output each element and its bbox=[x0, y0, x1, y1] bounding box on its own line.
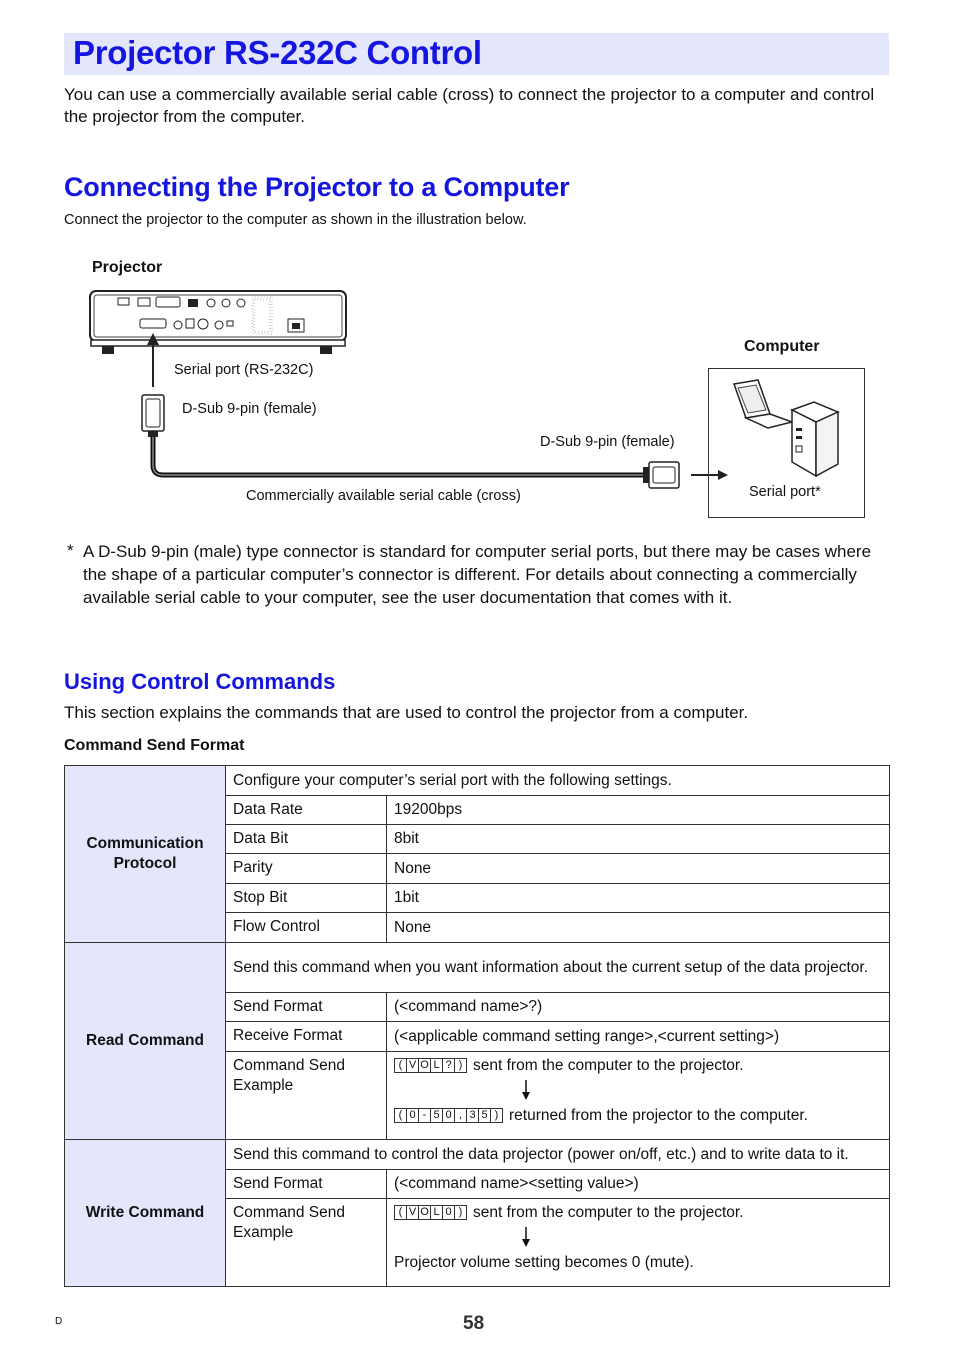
table-cell-key: Receive Format bbox=[226, 1022, 387, 1052]
table-cell-value: (<command name>?) bbox=[387, 993, 890, 1022]
read-example-line1: sent from the computer to the projector. bbox=[473, 1057, 744, 1074]
table-cell-value: 1bit bbox=[387, 884, 890, 913]
table-cell-value: (<applicable command setting range>,<current setting>) bbox=[387, 1022, 890, 1052]
table-cell-key: Flow Control bbox=[226, 913, 387, 943]
comm-protocol-head: Communication Protocol bbox=[65, 766, 226, 943]
computer-serial-port-label: Serial port* bbox=[749, 484, 821, 500]
read-example-cell bbox=[387, 1052, 890, 1140]
table-cell-key: Command Send Example bbox=[226, 1199, 387, 1287]
comm-protocol-desc: Configure your computer’s serial port with the following settings. bbox=[226, 766, 890, 796]
section-intro-connecting: Connect the projector to the computer as shown in the illustration below. bbox=[64, 212, 527, 228]
section-intro-commands: This section explains the commands that are used to control the projector from a computer. bbox=[64, 703, 749, 722]
table-cell-value: None bbox=[387, 854, 890, 884]
table-cell-key: Parity bbox=[226, 854, 387, 884]
read-command-desc: Send this command when you want information about the current setup of the data projector. bbox=[226, 943, 890, 993]
read-example-line2: returned from the projector to the computer. bbox=[509, 1107, 808, 1124]
table-cell-value: None bbox=[387, 913, 890, 943]
write-command-desc: Send this command to control the data projector (power on/off, etc.) and to write data to it. bbox=[226, 1140, 890, 1170]
footer-letter: D bbox=[55, 1316, 63, 1327]
intro-text: You can use a commercially available serial cable (cross) to connect the projector to a computer and control the projector from the computer. bbox=[64, 85, 875, 126]
table-cell-key: Data Bit bbox=[226, 825, 387, 854]
title-bar bbox=[64, 33, 889, 75]
keys-read-send: ( V O L ? ) bbox=[394, 1058, 467, 1073]
keys-read-return: ( 0 - 5 0 , 3 5 ) bbox=[394, 1108, 503, 1123]
keys-write-send: ( V O L 0 ) bbox=[394, 1205, 467, 1220]
write-command-head: Write Command bbox=[65, 1140, 226, 1287]
table-cell-value: 8bit bbox=[387, 825, 890, 854]
write-example-cell bbox=[387, 1199, 890, 1287]
write-example-line1: sent from the computer to the projector. bbox=[473, 1204, 744, 1221]
computer-label: Computer bbox=[744, 338, 820, 355]
computer-icon bbox=[728, 376, 844, 478]
projector-label: Projector bbox=[92, 259, 163, 276]
footnote-text: A D-Sub 9-pin (male) type connector is standard for computer serial ports, but there may be cases where the shape of a particular computer’s connector is different. For details about connecting a commercially available serial cable to your computer, see the user documentation that comes with it. bbox=[83, 542, 872, 607]
serial-port-label: Serial port (RS-232C) bbox=[174, 362, 314, 378]
table-cell-key: Send Format bbox=[226, 1170, 387, 1199]
command-send-format-heading: Command Send Format bbox=[64, 737, 245, 754]
section-heading-commands: Using Control Commands bbox=[64, 669, 336, 694]
read-command-head: Read Command bbox=[65, 943, 226, 1140]
table-cell-key: Stop Bit bbox=[226, 884, 387, 913]
page-number: 58 bbox=[463, 1313, 485, 1334]
arrow-down-icon bbox=[520, 1227, 532, 1247]
table-cell-key: Send Format bbox=[226, 993, 387, 1022]
arrow-down-icon bbox=[520, 1080, 532, 1100]
footnote-mark: * bbox=[67, 541, 74, 560]
dsub-left-label: D-Sub 9-pin (female) bbox=[182, 401, 317, 417]
write-example-line2: Projector volume setting becomes 0 (mute). bbox=[394, 1254, 694, 1271]
table-cell-value: 19200bps bbox=[387, 796, 890, 825]
table-cell-key: Data Rate bbox=[226, 796, 387, 825]
serial-cable-diagram bbox=[128, 325, 738, 495]
dsub-right-label: D-Sub 9-pin (female) bbox=[540, 434, 675, 450]
cable-label: Commercially available serial cable (cross) bbox=[246, 488, 521, 504]
table-cell-key: Command Send Example bbox=[226, 1052, 387, 1140]
page-title: Projector RS-232C Control bbox=[73, 34, 482, 71]
command-format-table bbox=[64, 765, 890, 1287]
table-cell-value: (<command name><setting value>) bbox=[387, 1170, 890, 1199]
section-heading-connecting: Connecting the Projector to a Computer bbox=[64, 172, 570, 202]
